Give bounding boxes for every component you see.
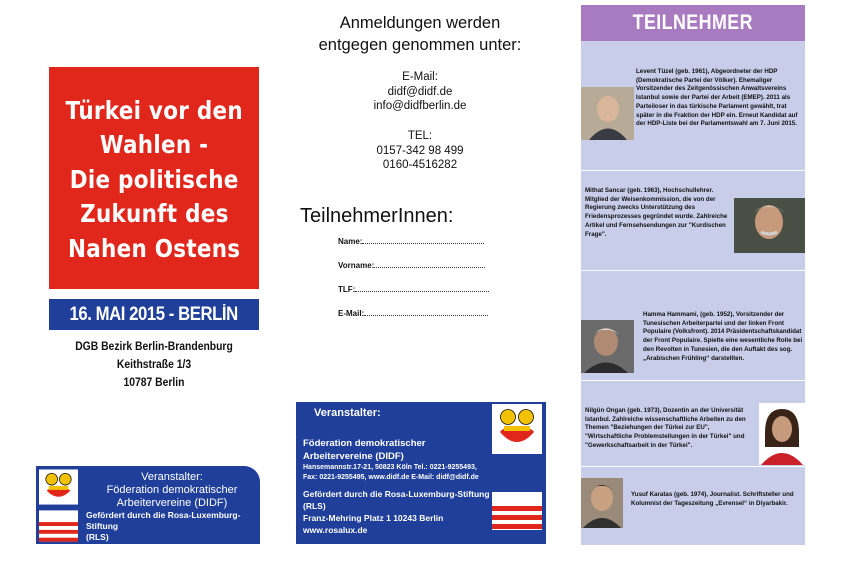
participants-header xyxy=(581,5,805,41)
organizer-name-line: Föderation demokratischer xyxy=(106,484,238,496)
divider xyxy=(581,270,805,271)
divider xyxy=(581,466,805,467)
divider xyxy=(581,380,805,381)
email-contact xyxy=(330,70,510,114)
participants-title: TeilnehmerInnen: xyxy=(300,205,454,227)
form-field-label: E-Mail: xyxy=(338,309,365,318)
participant-bio: Mithat Sancar (geb. 1963), Hochschullehrer. Mitglied der Weisenkommission, die von der Regierung zwecks Unterstützung des Friedensprozesses gegründet wurde. Zahlreiche Artikel und Fernsehsendungen zur "Kurdischen Frage". xyxy=(585,187,728,238)
person-photo-icon xyxy=(581,87,634,140)
form-field-name[interactable] xyxy=(338,237,484,246)
divider xyxy=(581,170,805,171)
form-field-label: Name: xyxy=(338,237,363,246)
organizer-label: Veranstalter: xyxy=(314,407,381,419)
form-field-tlf[interactable] xyxy=(338,285,489,294)
event-title-line: Nahen Ostens xyxy=(67,233,241,263)
funding-line: Gefördert durch die Rosa-Luxemburg-Stiftung xyxy=(86,510,241,531)
organizer-label: Veranstalter: xyxy=(141,471,203,483)
person-photo-icon xyxy=(759,403,805,465)
email-address[interactable]: info@didfberlin.de xyxy=(373,100,467,112)
form-field-line[interactable] xyxy=(374,261,485,268)
left-funding-text xyxy=(84,510,260,543)
email-address[interactable]: didf@didf.de xyxy=(387,85,453,98)
event-title-line: Wahlen - xyxy=(99,130,209,160)
funding-line: (RLS) xyxy=(303,501,326,511)
tel-label: TEL: xyxy=(407,130,433,142)
left-organizer-box xyxy=(36,466,260,544)
phone-number: 0160-4516282 xyxy=(382,159,458,171)
participant-photo xyxy=(581,87,634,140)
phone-number: 0157-342 98 499 xyxy=(376,144,464,157)
participant-photo xyxy=(581,478,623,528)
registration-line: entgegen genommen unter: xyxy=(318,36,522,54)
person-photo-icon xyxy=(734,198,805,253)
funding-line: Gefördert durch die Rosa-Luxemburg-Stiftung xyxy=(303,489,490,499)
phone-contact xyxy=(330,129,510,173)
organizer-name xyxy=(303,437,425,463)
organizer-address-line: Fax: 0221-9255495, www.didf.de E-Mail: didf@didf.de xyxy=(303,474,479,481)
event-title-box xyxy=(49,67,259,289)
middle-organizer-box xyxy=(296,402,546,544)
event-date-bar xyxy=(49,299,259,330)
event-date: 16. MAI 2015 - BERLİN xyxy=(69,304,239,325)
rls-logo-icon xyxy=(492,492,542,530)
rls-logo-icon xyxy=(39,510,78,542)
funding-line: Franz-Mehring Platz 1 10243 Berlin xyxy=(303,513,444,523)
didf-logo-icon xyxy=(492,404,542,454)
event-title-line: Die politische xyxy=(69,164,239,194)
event-title-line: Türkei vor den xyxy=(65,95,243,125)
funding-line: (RLS) xyxy=(86,532,109,542)
form-field-line[interactable] xyxy=(362,237,484,244)
email-label: E-Mail: xyxy=(402,71,438,83)
registration-heading xyxy=(300,12,540,56)
funding-text xyxy=(303,488,490,536)
venue-line: DGB Bezirk Berlin-Brandenburg xyxy=(75,341,233,353)
organizer-name-line: Arbeitervereine (DIDF) xyxy=(303,451,404,462)
organizer-address xyxy=(303,463,479,483)
organizer-name-line: Föderation demokratischer xyxy=(303,438,426,449)
form-field-label: Vorname: xyxy=(338,261,375,270)
participant-bio: Yusuf Karatas (geb. 1974), Journalist. Schriftsteller und Kolumnist der Tageszeitung „Evrensel“ in Diyarbakir. xyxy=(631,491,794,507)
form-field-email[interactable] xyxy=(338,309,488,318)
didf-logo-icon xyxy=(39,469,78,505)
venue-address xyxy=(49,338,259,392)
event-title-line: Zukunft des xyxy=(79,199,229,229)
form-field-label: TLF: xyxy=(338,285,356,294)
venue-line: Keithstraße 1/3 xyxy=(116,359,192,371)
person-photo-icon xyxy=(581,320,634,373)
participant-bio: Nilgün Ongan (geb. 1973), Dozentin an der Universität Istanbul. Zahlreiche wissenschaftliche Arbeiten zu den Themen "Beziehungen der Türkei zur EU", "Wirtschaftliche Problemstellungen in der Türkei" und "Gewerkschaftsarbeit in der Türkei". xyxy=(585,407,746,449)
participants-header-text: TEILNEHMER xyxy=(632,11,754,34)
left-organizer-text xyxy=(84,471,260,510)
person-photo-icon xyxy=(581,478,623,528)
organizer-address-line: Hansemannstr.17-21, 50823 Köln Tel.: 0221-9255493, xyxy=(303,464,477,471)
participant-photo xyxy=(581,320,634,373)
form-field-line[interactable] xyxy=(364,309,488,316)
registration-line: Anmeldungen werden xyxy=(339,14,501,32)
form-field-vorname[interactable] xyxy=(338,261,485,270)
venue-line: 10787 Berlin xyxy=(123,377,185,389)
participant-photo xyxy=(759,403,805,465)
participant-bio: Levent Tüzel (geb. 1961), Abgeordneter der HDP (Demokratische Partei der Völker). Ehemaliger Vorsitzender des Zeitgenössischen Anwaltsvereins Istanbul sowie der Partei der Arbeit (EMEP). 2011 als Parteiloser in das türkische Parlament gewählt, trat später in die Fraktion der HDP ein. Erneut Kandidat auf der HDP-Liste bei der Parlamentswahl am 7. Juni 2015. xyxy=(636,68,798,128)
participant-bio: Hamma Hammami, (geb. 1952), Vorsitzender der Tunesischen Arbeiterpartei und der linken Front Populaire (Volksfront). 2014 Präsidentschaftskandidat der Front Populaire. Spielte eine wesentliche Rolle bei den Revolten in Tunesien, die den Auftakt des sog. „Arabischen Frühling“ darstellten. xyxy=(643,311,803,362)
participant-photo xyxy=(734,198,805,253)
organizer-name-line: Arbeitervereine (DIDF) xyxy=(116,497,228,509)
funding-line[interactable]: www.rosalux.de xyxy=(303,525,368,535)
form-field-line[interactable] xyxy=(355,285,489,292)
